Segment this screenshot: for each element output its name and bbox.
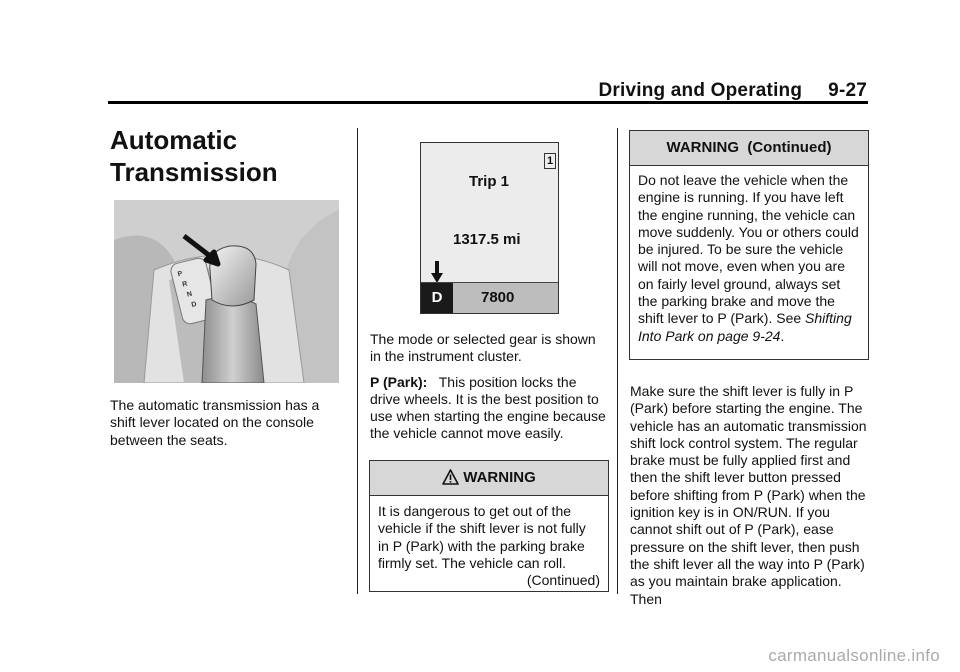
heading-line-2: Transmission: [110, 157, 278, 187]
page-header: [598, 80, 867, 102]
gear-letter-r: R: [181, 280, 189, 289]
column-2-text: [370, 331, 610, 451]
warning-title: WARNING: [463, 469, 536, 486]
gear-letter-n: N: [186, 290, 193, 299]
page-number: 9-27: [828, 80, 867, 101]
section-title: Driving and Operating: [598, 80, 803, 101]
gear-indicator: D: [421, 283, 453, 313]
warning-triangle-icon: [442, 469, 459, 485]
trip-label: Trip 1: [469, 173, 510, 190]
shift-lock-paragraph: Make sure the shift lever is fully in P (Park) before starting the engine. The vehicle has an automatic transmission shift lock control system. The regular brake must be fully applied first and then the shift lever button pressed before shifting from P (Park) when the ignition key is in ON/RUN. If you cannot shift out of P (Park), ease pressure on the shift lever, then push the shift lever all the way into P (Park) as you maintain brake application. Then: [630, 383, 867, 607]
gear-letter-p: P: [177, 270, 184, 279]
park-label: P (Park):: [370, 373, 428, 390]
column-divider: [357, 128, 358, 594]
column-divider: [617, 128, 618, 594]
park-text: This position locks the drive wheels. It is the best position to use when starting the engine because the vehicle cannot move easily.: [370, 373, 606, 442]
header-rule: [108, 101, 868, 104]
cross-reference-link[interactable]: Shifting Into Park on page 9-24: [638, 310, 852, 344]
warning-body: [370, 496, 608, 589]
warning-continued-box: [629, 130, 869, 360]
shift-lever-icon: [114, 200, 339, 383]
warning-header: [370, 461, 608, 496]
trip-distance: 1317.5 mi: [453, 231, 521, 248]
park-paragraph: [370, 374, 610, 443]
intro-paragraph: The automatic transmission has a shift lever located on the console between the seats.: [110, 397, 320, 448]
warning-text: It is dangerous to get out of the vehicle if the shift lever is not fully in P (Park) with the parking brake firmly set. The vehicle can roll.: [378, 503, 586, 571]
trip-number-badge: 1: [544, 153, 556, 169]
heading-line-1: Automatic: [110, 125, 238, 155]
rpm-readout: 7800: [481, 289, 515, 306]
warning-continued-body: [630, 166, 868, 345]
instrument-cluster-display: [420, 142, 559, 314]
section-heading: [110, 124, 340, 188]
watermark: carmanualsonline.info: [768, 646, 940, 665]
shift-lever-illustration: [114, 200, 339, 383]
arrow-down-icon: [431, 261, 443, 283]
warning-continued-text: Do not leave the vehicle when the engine is running. If you have left the engine running, the vehicle can move suddenly. You or others could be injured. To be sure the vehicle will not move, even when you are on fairly level ground, always set the parking brake and move the shift lever to P (Park). See: [638, 172, 859, 327]
cluster-status-bar: [421, 282, 558, 313]
warning-box: [369, 460, 609, 592]
warning-continued-header: WARNING (Continued): [630, 131, 868, 166]
ref-end: .: [780, 327, 785, 344]
gear-letter-d: D: [190, 300, 198, 309]
cluster-caption: The mode or selected gear is shown in the instrument cluster.: [370, 331, 596, 365]
continued-label: (Continued): [526, 572, 600, 589]
